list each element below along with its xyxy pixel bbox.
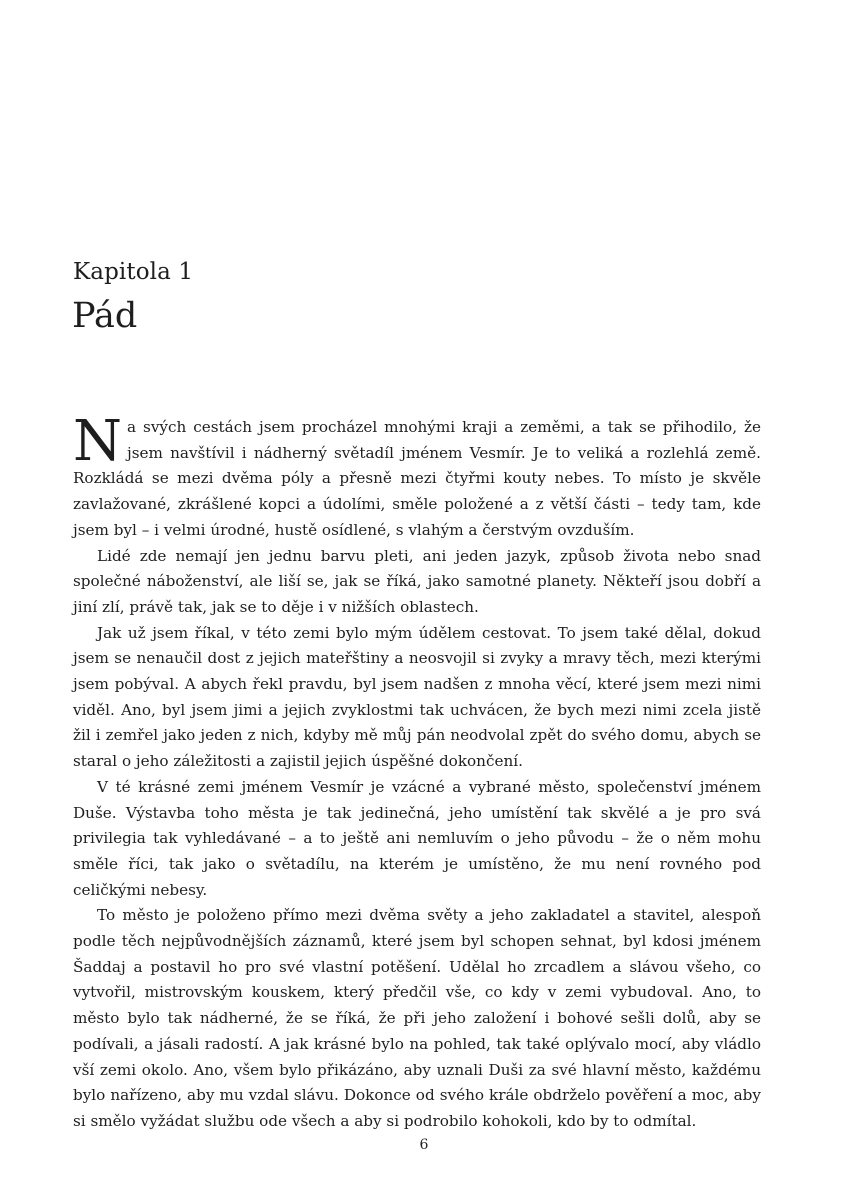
chapter-title: Pád xyxy=(72,296,138,336)
chapter-body xyxy=(73,409,761,1135)
paragraph-5: To město je položeno přímo mezi dvěma světy a jeho zakladatel a stavitel, alespoň podle těch nejpůvodnějších záznamů, které jsem byl schopen sehnat, byl kdosi jménem Šaddaj a postavil ho pro své vlastní potěšení. Udělal ho zrcadlem a slávou všeho, co vytvořil, mistrovským kouskem, který předčil vše, co kdy v zemi vybudoval. Ano, to město bylo tak nádherné, že se říká, že při jeho založení i bohové sešli dolů, aby se podívali, a jásali radostí. A jak krásné bylo na pohled, tak také oplývalo mocí, aby vládlo vší zemi okolo. Ano, všem bylo přikázáno, aby uznali Duši za své hlavní město, každému bylo nařízeno, aby mu vzdal slávu. Dokonce od svého krále obdrželo pověření a moc, aby si smělo vyžádat službu ode všech a aby si podrobilo kohokoli, kdo by to odmítal. xyxy=(73,906,761,1130)
drop-cap: N xyxy=(73,409,122,474)
paragraph-2: Lidé zde nemají jen jednu barvu pleti, ani jeden jazyk, způsob života nebo snad společné náboženství, ale liší se, jak se říká, jako samotné planety. Někteří jsou dobří a jiní zlí, právě tak, jak se to děje i v nižších oblastech. xyxy=(73,546,761,616)
paragraph-1 xyxy=(73,409,761,544)
paragraph-3: Jak už jsem říkal, v této zemi bylo mým údělem cestovat. To jsem také dělal, dokud jsem se nenaučil dost z jejich mateřštiny a neosvojil si zvyky a mravy těch, mezi kterými jsem pobýval. A abych řekl pravdu, byl jsem nadšen z mnoha věcí, které jsem mezi nimi viděl. Ano, byl jsem jimi a jejich zvyklostmi tak uchvácen, že bych mezi nimi zcela jistě žil i zemřel jako jeden z nich, kdyby mě můj pán neodvolal zpět do svého domu, abych se staral o jeho záležitosti a zajistil jejich úspěšné dokončení. xyxy=(73,623,761,771)
paragraph-4: V té krásné zemi jménem Vesmír je vzácné a vybrané město, společenství jménem Duše. Výstavba toho města je tak jedinečná, jeho umístění tak skvělé a je pro svá privilegia tak vyhledávané – a to ještě ani nemluvím o jeho původu – že o něm mohu směle říci, tak jako o světadílu, na kterém je umístěno, že mu není rovného pod celičkými nebesy. xyxy=(73,777,761,899)
chapter-label: Kapitola 1 xyxy=(73,259,194,285)
paragraph-1-text: a svých cestách jsem procházel mnohými kraji a zeměmi, a tak se přihodilo, že jsem navštívil i nádherný světadíl jménem Vesmír. Je to veliká a rozlehlá země. Rozkládá se mezi dvěma póly a přesně mezi čtyřmi kouty nebes. To místo je skvěle zavlažované, zkrášlené kopci a údolími, směle položené a z větší části – tedy tam, kde jsem byl – i velmi úrodné, hustě osídlené, s vlahým a čerstvým ovzduším. xyxy=(73,418,761,539)
page-number: 6 xyxy=(419,1137,429,1153)
